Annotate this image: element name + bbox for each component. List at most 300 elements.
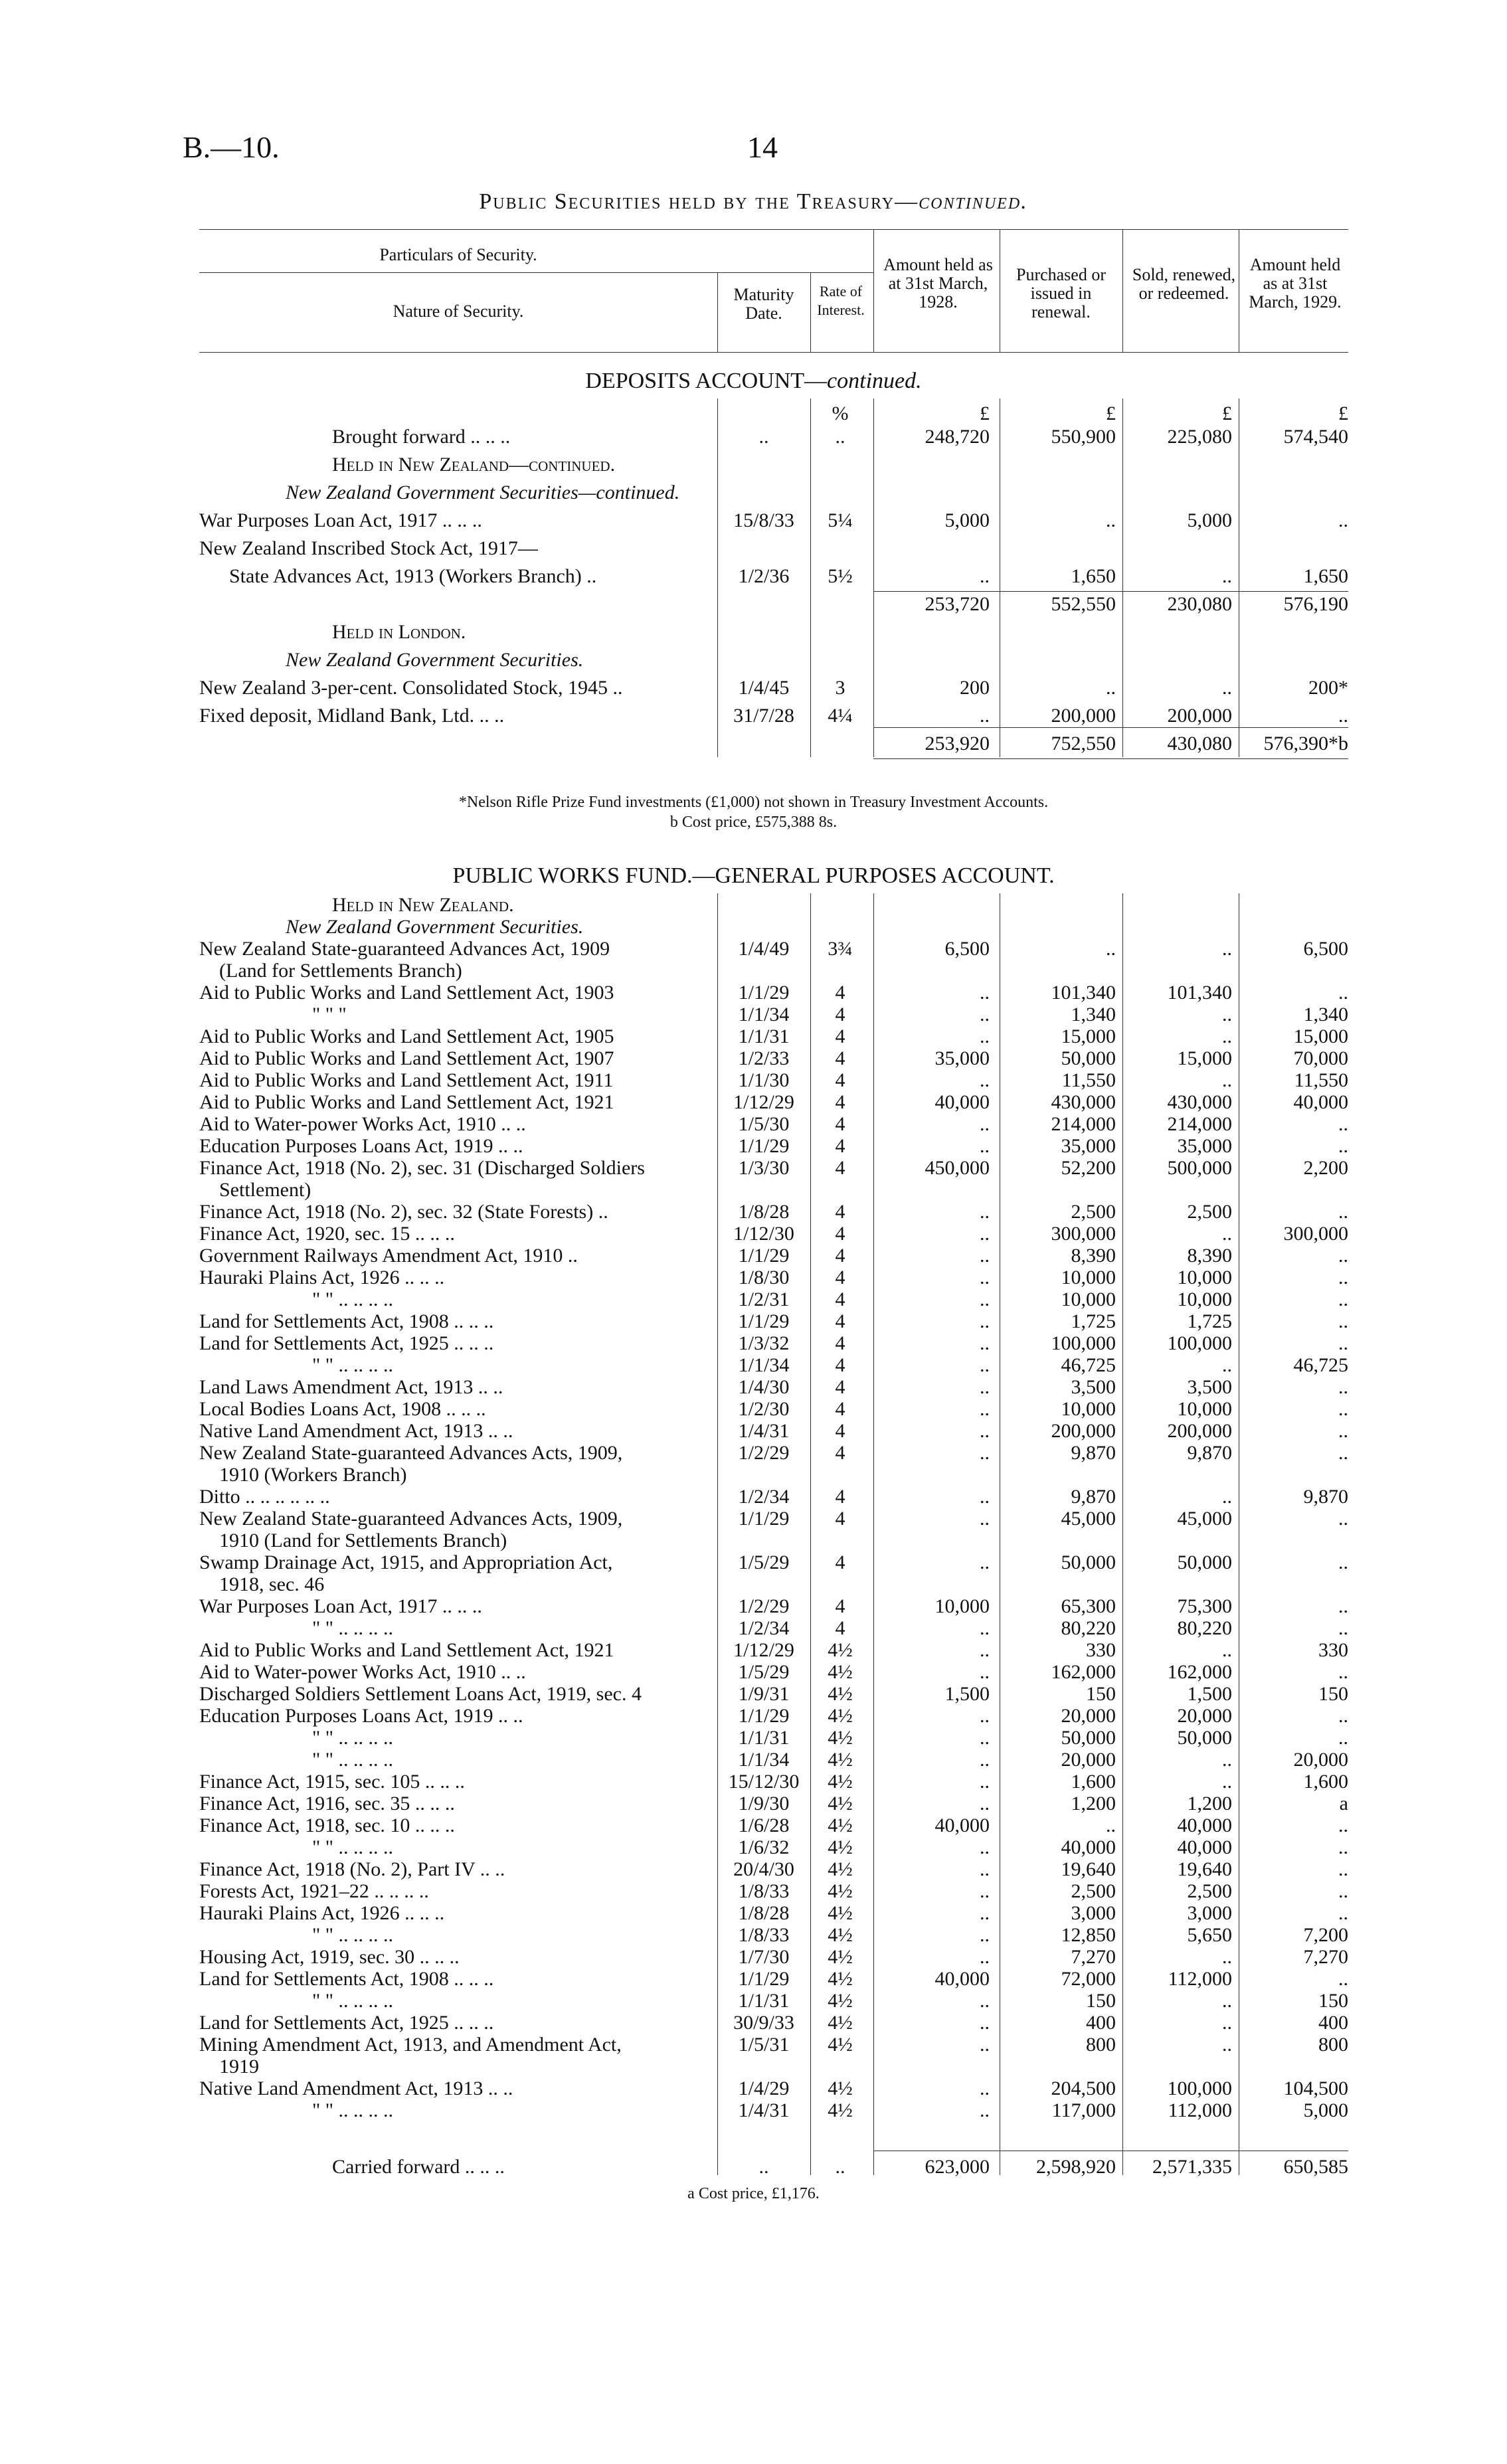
cell-a: 6,500 <box>944 938 990 960</box>
cell-c: 200,000 <box>1167 705 1232 727</box>
cell-n: Finance Act, 1915, sec. 105 .. .. .. <box>199 1771 465 1793</box>
cell-a: .. <box>980 1880 990 1902</box>
cell-m: 1/12/29 <box>733 1091 794 1113</box>
cell-d: 15,000 <box>1293 1025 1348 1047</box>
cell-a: .. <box>980 1025 990 1047</box>
rule <box>873 893 874 2175</box>
rule <box>810 398 811 757</box>
cell-m: 1/1/29 <box>738 982 790 1004</box>
cell-a: .. <box>980 1376 990 1398</box>
cell-b: 8,390 <box>1071 1245 1116 1267</box>
cell-a: 40,000 <box>934 1968 990 1990</box>
cell-d: 150 <box>1318 1990 1348 2012</box>
table-row <box>0 537 1507 561</box>
cell-m: 1/1/30 <box>738 1069 790 1091</box>
cell-b: 1,340 <box>1071 1004 1116 1025</box>
table-row <box>0 1726 1507 1750</box>
cell-n: " " .. .. .. .. <box>312 1288 393 1310</box>
cell-c: .. <box>1222 1069 1232 1091</box>
cell-n: Government Railways Amendment Act, 1910 .. <box>199 1245 578 1267</box>
particulars-header: Particulars of Security. <box>379 245 537 264</box>
cell-n: Discharged Soldiers Settlement Loans Act, 1919, sec. 4 <box>199 1683 642 1705</box>
table-row <box>0 1923 1507 1947</box>
cell-d: .. <box>1338 1727 1348 1749</box>
cell-r: 4 <box>835 1113 845 1135</box>
cell-d: .. <box>1338 1135 1348 1157</box>
table-row <box>0 1704 1507 1728</box>
cell-n: New Zealand 3-per-cent. Consolidated Stock, 1945 .. <box>199 677 623 699</box>
rule <box>873 758 1348 759</box>
cell-b: 11,550 <box>1061 1069 1116 1091</box>
cell-b: 330 <box>1086 1639 1116 1661</box>
cell-r: 4 <box>835 1267 845 1288</box>
cell-m: 1/5/30 <box>738 1113 790 1135</box>
cell-b: 10,000 <box>1061 1398 1116 1420</box>
cell-n: Settlement) <box>219 1179 311 1201</box>
cell-b: 100,000 <box>1051 1332 1116 1354</box>
cell-c: 225,080 <box>1167 426 1232 448</box>
rule <box>810 272 811 352</box>
cell-c: 100,000 <box>1167 2077 1232 2099</box>
cell-n: 1910 (Land for Settlements Branch) <box>219 1530 507 1551</box>
cell-b: 2,500 <box>1071 1880 1116 1902</box>
cell-m: 1/8/33 <box>738 1880 790 1902</box>
table-row <box>0 2011 1507 2035</box>
table-row <box>0 2055 1507 2079</box>
cell-b: 19,640 <box>1061 1858 1116 1880</box>
cell-a: .. <box>980 1398 990 1420</box>
cell-b: 150 <box>1086 1990 1116 2012</box>
cell-a: .. <box>980 1617 990 1639</box>
cell-b: 200,000 <box>1051 1420 1116 1442</box>
cell-r: 4½ <box>828 2099 853 2121</box>
cell-d: 11,550 <box>1294 1069 1348 1091</box>
cell-m: 1/2/30 <box>738 1398 790 1420</box>
cell-c: 1,500 <box>1187 1683 1232 1705</box>
cell-b: 3,500 <box>1071 1376 1116 1398</box>
cell-a: .. <box>980 1267 990 1288</box>
cell-n: Mining Amendment Act, 1913, and Amendment Act, <box>199 2034 622 2056</box>
cell-n: Education Purposes Loans Act, 1919 .. .. <box>199 1705 523 1727</box>
cell-a: 253,920 <box>925 733 990 754</box>
cell-c: .. <box>1222 2034 1232 2056</box>
cell-r: 4½ <box>828 1902 853 1924</box>
table-row <box>0 592 1507 616</box>
cell-c: 35,000 <box>1177 1135 1232 1157</box>
cell-c: 230,080 <box>1167 593 1232 615</box>
cell-b: .. <box>1106 938 1116 960</box>
cell-d: .. <box>1338 1880 1348 1902</box>
table-row <box>0 1595 1507 1619</box>
rule <box>873 398 874 757</box>
cell-b: 752,550 <box>1051 733 1116 754</box>
cell-d: 20,000 <box>1293 1749 1348 1771</box>
cell-a: .. <box>980 565 990 587</box>
cell-c: .. <box>1222 1025 1232 1047</box>
cell-c: 100,000 <box>1167 1332 1232 1354</box>
rule <box>199 352 1348 353</box>
table-row <box>0 1748 1507 1772</box>
cell-n: Aid to Water-power Works Act, 1910 .. .. <box>199 1661 526 1683</box>
cell-r: 4 <box>835 1069 845 1091</box>
cell-r: 4½ <box>828 1814 853 1836</box>
cell-n: " " .. .. .. .. <box>312 1749 393 1771</box>
cell-c: .. <box>1222 2012 1232 2034</box>
cell-r: 4 <box>835 1004 845 1025</box>
cell-a: 40,000 <box>934 1814 990 1836</box>
cell-c: 3,500 <box>1187 1376 1232 1398</box>
cell-m: 1/1/29 <box>738 1705 790 1727</box>
cell-b: 204,500 <box>1051 2077 1116 2099</box>
cell-m: 1/4/30 <box>738 1376 790 1398</box>
footnote: a Cost price, £1,176. <box>687 2185 820 2202</box>
cell-c: .. <box>1222 1771 1232 1793</box>
cell-m: 1/1/34 <box>738 1749 790 1771</box>
cell-n: " " .. .. .. .. <box>312 1354 393 1376</box>
cell-c: 75,300 <box>1177 1595 1232 1617</box>
cell-n: Brought forward .. .. .. <box>332 426 511 448</box>
cell-a: .. <box>980 1836 990 1858</box>
cell-b: 50,000 <box>1061 1727 1116 1749</box>
cell-c: 1,200 <box>1187 1793 1232 1814</box>
table-row <box>0 1770 1507 1794</box>
table-row <box>0 1112 1507 1136</box>
cell-d: .. <box>1338 1617 1348 1639</box>
cell-a: .. <box>980 1069 990 1091</box>
cell-c: 10,000 <box>1177 1267 1232 1288</box>
table-row <box>0 981 1507 1005</box>
cell-b: 3,000 <box>1071 1902 1116 1924</box>
cell-a: .. <box>980 1201 990 1223</box>
cell-n: Ditto .. .. .. .. .. .. <box>199 1486 330 1508</box>
cell-d: 576,190 <box>1283 593 1348 615</box>
cell-d: a <box>1339 1793 1348 1814</box>
cell-a: 35,000 <box>934 1047 990 1069</box>
cell-r: 4½ <box>828 1990 853 2012</box>
cell-d: .. <box>1338 1814 1348 1836</box>
table-row <box>0 1047 1507 1071</box>
cell-a: .. <box>980 1442 990 1464</box>
cell-r: 4 <box>835 1047 845 1069</box>
cell-m: 1/2/34 <box>738 1617 790 1639</box>
cell-d: .. <box>1338 1245 1348 1267</box>
cell-a: .. <box>980 982 990 1004</box>
cell-a: .. <box>980 2034 990 2056</box>
cell-r: 4 <box>835 1354 845 1376</box>
table-row <box>0 1463 1507 1487</box>
purchased-header: Purchased or issued in renewal. <box>1016 265 1106 321</box>
cell-a: .. <box>980 1661 990 1683</box>
table-row <box>0 1836 1507 1860</box>
table-row <box>0 1244 1507 1268</box>
cell-c: 10,000 <box>1177 1398 1232 1420</box>
cell-m: 1/5/31 <box>738 2034 790 2056</box>
cell-r: 4 <box>835 1398 845 1420</box>
cell-n: Land for Settlements Act, 1908 .. .. .. <box>199 1968 494 1990</box>
cell-a: .. <box>980 1288 990 1310</box>
sold-header: Sold, renewed, or redeemed. <box>1132 265 1236 303</box>
cell-n: Native Land Amendment Act, 1913 .. .. <box>199 1420 513 1442</box>
cell-r: 4 <box>835 1288 845 1310</box>
cell-d: .. <box>1338 1595 1348 1617</box>
cell-m: 1/8/33 <box>738 1924 790 1946</box>
footnote: *Nelson Rifle Prize Fund investments (£1,000) not shown in Treasury Investment Accounts. <box>458 794 1049 811</box>
cell-b: .. <box>1106 1814 1116 1836</box>
cell-m: 1/6/32 <box>738 1836 790 1858</box>
cell-n: Aid to Public Works and Land Settlement Act, 1921 <box>199 1639 614 1661</box>
table-row <box>0 1945 1507 1969</box>
cell-a: .. <box>980 1793 990 1814</box>
cell-b: 430,000 <box>1051 1091 1116 1113</box>
table-row <box>0 2077 1507 2101</box>
cell-c: .. <box>1222 565 1232 587</box>
cell-r: 4¼ <box>828 705 853 727</box>
cell-m: .. <box>758 426 769 448</box>
cell-a: .. <box>980 1508 990 1530</box>
cell-a: .. <box>980 705 990 727</box>
cell-m: 1/4/31 <box>738 1420 790 1442</box>
cell-n: State Advances Act, 1913 (Workers Branch) .. <box>229 565 597 587</box>
table-row <box>0 1617 1507 1640</box>
cell-m: 1/1/29 <box>738 1310 790 1332</box>
cell-b: 2,500 <box>1071 1201 1116 1223</box>
cell-b: 117,000 <box>1051 2099 1116 2121</box>
cell-r: 4 <box>835 1310 845 1332</box>
cell-m: 1/2/36 <box>738 565 790 587</box>
cell-c: .. <box>1222 1223 1232 1245</box>
table-row <box>0 620 1507 644</box>
table-row <box>0 453 1507 477</box>
held-1928-header: Amount held as at 31st March, 1928. <box>883 255 993 311</box>
cell-a: .. <box>980 1727 990 1749</box>
cell-d: .. <box>1338 1267 1348 1288</box>
cell-n: Hauraki Plains Act, 1926 .. .. .. <box>199 1902 445 1924</box>
rule <box>199 229 1348 230</box>
cell-c: 3,000 <box>1187 1902 1232 1924</box>
cell-r: 4½ <box>828 1924 853 1946</box>
cell-r: 4½ <box>828 1639 853 1661</box>
rule <box>717 272 718 352</box>
cell-d: 104,500 <box>1283 2077 1348 2099</box>
cell-d: .. <box>1338 705 1348 727</box>
table-row <box>0 1332 1507 1356</box>
table-row <box>0 732 1507 756</box>
cell-n: Land Laws Amendment Act, 1913 .. .. <box>199 1376 503 1398</box>
cell-b: 65,300 <box>1061 1595 1116 1617</box>
table-row <box>0 1858 1507 1882</box>
table-row <box>0 893 1507 917</box>
cell-a: .. <box>980 2012 990 2034</box>
cell-b: 2,598,920 <box>1036 2156 1116 2178</box>
cell-m: 1/4/29 <box>738 2077 790 2099</box>
cell-d: .. <box>1338 1442 1348 1464</box>
cell-n: Aid to Public Works and Land Settlement Act, 1903 <box>199 982 614 1004</box>
cell-b: 50,000 <box>1061 1551 1116 1573</box>
table-row <box>0 1814 1507 1838</box>
carried-forward-row <box>0 2155 1507 2179</box>
cell-m: 1/1/31 <box>738 1025 790 1047</box>
rule <box>199 272 873 273</box>
cell-n: Forests Act, 1921–22 .. .. .. .. <box>199 1880 429 1902</box>
cell-n: Aid to Public Works and Land Settlement Act, 1911 <box>199 1069 614 1091</box>
cell-r: 4½ <box>828 1858 853 1880</box>
table-row <box>0 1134 1507 1158</box>
cell-m: 1/5/29 <box>738 1661 790 1683</box>
cell-n: " " .. .. .. .. <box>312 1617 393 1639</box>
cell-m: 1/1/29 <box>738 1508 790 1530</box>
cell-r: 4 <box>835 1376 845 1398</box>
cell-m: 1/1/29 <box>738 1245 790 1267</box>
cell-n: New Zealand Government Securities—continued. <box>286 482 680 503</box>
cell-c: .. <box>1222 938 1232 960</box>
table-row <box>0 1660 1507 1684</box>
cell-d: 574,540 <box>1283 426 1348 448</box>
cell-r: 4½ <box>828 2012 853 2034</box>
cell-b: 20,000 <box>1061 1749 1116 1771</box>
table-row <box>0 565 1507 588</box>
rule <box>717 398 718 757</box>
rule <box>1122 398 1123 757</box>
cell-n: Native Land Amendment Act, 1913 .. .. <box>199 2077 513 2099</box>
table-row <box>0 1397 1507 1421</box>
cell-n: Finance Act, 1918, sec. 10 .. .. .. <box>199 1814 455 1836</box>
cell-c: .. <box>1222 1990 1232 2012</box>
cell-r: 4½ <box>828 1727 853 1749</box>
cell-d: .. <box>1338 1705 1348 1727</box>
cell-d: 200* <box>1308 677 1348 699</box>
cell-c: 200,000 <box>1167 1420 1232 1442</box>
cell-d: .. <box>1338 1902 1348 1924</box>
cell-d: .. <box>1338 1858 1348 1880</box>
cell-n: Finance Act, 1916, sec. 35 .. .. .. <box>199 1793 455 1814</box>
units-row: % £ £ £ £ <box>832 402 1348 424</box>
cell-n: Housing Act, 1919, sec. 30 .. .. .. <box>199 1946 460 1968</box>
cell-d: 576,390*b <box>1263 733 1348 754</box>
table-row <box>0 1266 1507 1290</box>
cell-c: .. <box>1222 677 1232 699</box>
cell-b: 35,000 <box>1061 1135 1116 1157</box>
cell-c: 214,000 <box>1167 1113 1232 1135</box>
cell-a: .. <box>980 1245 990 1267</box>
cell-c: .. <box>1222 1486 1232 1508</box>
cell-a: .. <box>980 1420 990 1442</box>
table-row <box>0 704 1507 728</box>
cell-n: Held in New Zealand—continued. <box>332 454 616 476</box>
cell-r: 4½ <box>828 1749 853 1771</box>
cell-d: 9,870 <box>1303 1486 1348 1508</box>
table-row <box>0 2099 1507 2123</box>
cell-d: 2,200 <box>1303 1157 1348 1179</box>
cell-c: 101,340 <box>1167 982 1232 1004</box>
cell-m: 1/8/30 <box>738 1267 790 1288</box>
cell-m: 1/2/29 <box>738 1442 790 1464</box>
cell-c: 2,500 <box>1187 1201 1232 1223</box>
cell-b: 45,000 <box>1061 1508 1116 1530</box>
cell-n: Carried forward .. .. .. <box>332 2156 505 2178</box>
cell-m: 1/7/30 <box>738 1946 790 1968</box>
cell-m: 1/3/30 <box>738 1157 790 1179</box>
cell-r: 4 <box>835 1486 845 1508</box>
cell-b: 552,550 <box>1051 593 1116 615</box>
cell-b: .. <box>1106 509 1116 531</box>
cell-c: 112,000 <box>1168 1968 1232 1990</box>
table-row <box>0 676 1507 700</box>
cell-r: 4½ <box>828 1771 853 1793</box>
cell-n: Aid to Public Works and Land Settlement Act, 1905 <box>199 1025 614 1047</box>
cell-n: Finance Act, 1918 (No. 2), sec. 32 (State Forests) .. <box>199 1201 608 1223</box>
cell-d: .. <box>1338 1332 1348 1354</box>
table-row <box>0 937 1507 961</box>
cell-c: .. <box>1222 1004 1232 1025</box>
table-row <box>0 1178 1507 1202</box>
cell-a: 248,720 <box>925 426 990 448</box>
cell-r: 4½ <box>828 1661 853 1683</box>
cell-n: New Zealand Inscribed Stock Act, 1917— <box>199 537 538 559</box>
cell-m: .. <box>758 2156 769 2178</box>
cell-d: 650,585 <box>1283 2156 1348 2178</box>
cell-n: Held in London. <box>332 621 466 643</box>
cell-c: 20,000 <box>1177 1705 1232 1727</box>
cell-m: 1/2/31 <box>738 1288 790 1310</box>
cell-a: .. <box>980 2099 990 2121</box>
cell-m: 20/4/30 <box>733 1858 794 1880</box>
cell-n: Land for Settlements Act, 1925 .. .. .. <box>199 1332 494 1354</box>
cell-n: " " .. .. .. .. <box>312 1727 393 1749</box>
cell-r: 4 <box>835 1091 845 1113</box>
cell-d: 46,725 <box>1293 1354 1348 1376</box>
cell-a: .. <box>980 1705 990 1727</box>
deposits-heading: DEPOSITS ACCOUNT—continued. <box>585 369 922 393</box>
cell-r: 5¼ <box>828 509 853 531</box>
held-1929-header: Amount held as at 31st March, 1929. <box>1249 255 1342 311</box>
cell-d: .. <box>1338 1661 1348 1683</box>
cell-d: 300,000 <box>1283 1223 1348 1245</box>
cell-c: 430,080 <box>1167 733 1232 754</box>
cell-n: War Purposes Loan Act, 1917 .. .. .. <box>199 1595 482 1617</box>
cell-r: 3 <box>835 677 845 699</box>
cell-a: .. <box>980 1113 990 1135</box>
cell-d: .. <box>1338 509 1348 531</box>
cell-m: 1/1/31 <box>738 1990 790 2012</box>
cell-a: .. <box>980 1135 990 1157</box>
table-row <box>0 1025 1507 1049</box>
cell-c: 2,500 <box>1187 1880 1232 1902</box>
cell-n: Hauraki Plains Act, 1926 .. .. .. <box>199 1267 445 1288</box>
cell-c: 50,000 <box>1177 1727 1232 1749</box>
cell-m: 1/4/49 <box>738 938 790 960</box>
cell-c: 40,000 <box>1177 1836 1232 1858</box>
cell-d: 1,650 <box>1303 565 1348 587</box>
table-row <box>0 1573 1507 1597</box>
cell-r: 4½ <box>828 1968 853 1990</box>
cell-a: .. <box>980 1354 990 1376</box>
cell-a: 10,000 <box>934 1595 990 1617</box>
cell-c: 2,571,335 <box>1152 2156 1232 2178</box>
cell-b: 12,850 <box>1061 1924 1116 1946</box>
cell-m: 1/2/33 <box>738 1047 790 1069</box>
cell-c: 10,000 <box>1177 1288 1232 1310</box>
cell-a: .. <box>980 1771 990 1793</box>
cell-d: 1,340 <box>1303 1004 1348 1025</box>
cell-n: Local Bodies Loans Act, 1908 .. .. .. <box>199 1398 486 1420</box>
cell-a: .. <box>980 1551 990 1573</box>
cell-m: 1/9/31 <box>738 1683 790 1705</box>
cell-r: 4½ <box>828 1705 853 1727</box>
table-row <box>0 509 1507 533</box>
cell-r: 4 <box>835 1508 845 1530</box>
cell-n: Education Purposes Loans Act, 1919 .. .. <box>199 1135 523 1157</box>
table-row <box>0 1288 1507 1312</box>
